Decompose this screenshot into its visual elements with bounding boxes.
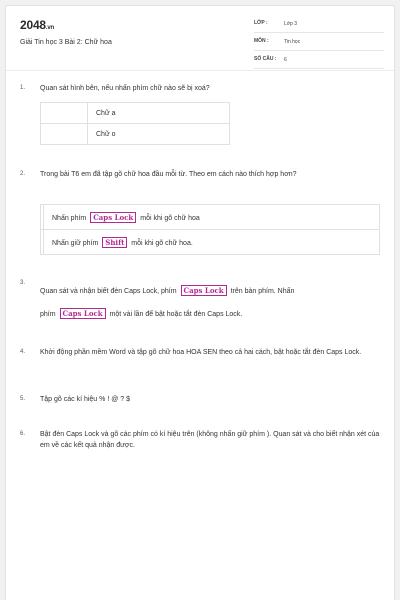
option-text: mỗi khi gõ chữ hoa. [131,239,193,247]
text-segment: một vài lần để bật hoặc tắt đèn Caps Lock. [109,311,243,318]
answer-marker-cell[interactable] [41,103,88,124]
table-row [41,124,230,145]
caps-lock-key-icon: Caps Lock [60,308,106,319]
text-segment: Quan sát và nhận biết đèn Caps Lock, phím [40,288,177,295]
page-title: Giải Tin học 3 Bài 2: Chữ hoa [20,39,112,46]
table-row [41,205,380,230]
answer-table-q1 [40,102,230,145]
site-logo[interactable] [20,18,54,32]
logo-suffix: .vn [45,25,54,31]
option-text: Nhấn giữ phím [52,239,99,247]
caps-lock-key-icon: Caps Lock [90,212,136,223]
text-segment: trên bàn phím. Nhấn [230,288,295,295]
question-number: 1. [20,85,26,91]
meta-value: Lớp 3 [284,21,298,27]
answer-marker-cell[interactable] [41,124,88,145]
answer-option[interactable] [44,230,380,255]
meta-value: 6 [284,57,287,63]
meta-row-count [254,54,384,69]
option-text: mỗi khi gõ chữ hoa [140,214,200,222]
document-sheet [5,5,395,600]
question-text: Quan sát hình bên, nếu nhấn phím chữ nào sẽ bị xoá? [40,85,210,92]
question-number: 6. [20,431,26,437]
text-line [40,280,385,303]
question-number: 4. [20,349,26,355]
document-header [6,6,394,71]
table-row [41,103,230,124]
question-number: 3. [20,280,26,286]
question-text [40,280,385,326]
answer-option[interactable]: Chữ a [88,103,230,124]
question-number: 5. [20,396,26,402]
question-text: Tập gõ các kí hiệu % ! @ ? $ [40,396,130,403]
caps-lock-key-icon: Caps Lock [181,285,227,296]
answer-option[interactable]: Chữ o [88,124,230,145]
meta-label: SỐ CÂU : [254,56,277,62]
text-line [40,303,385,326]
text-segment: phím [40,311,56,318]
meta-label: MÔN : [254,38,269,44]
answer-table-q2 [40,204,380,255]
meta-label: LỚP : [254,20,268,26]
option-text: Nhấn phím [52,214,87,222]
question-text: Bật đèn Caps Lock và gõ các phím có kí hiệu trên (không nhấn giữ phím ). Quan sát và cho biết nhận xét của em về các kết quả nhận được. [40,431,380,449]
document-meta [254,18,384,72]
answer-option[interactable] [44,205,380,230]
logo-main: 2048 [20,18,46,32]
question-text: Khởi động phần mềm Word và tập gõ chữ hoa HOA SEN theo cả hai cách, bật hoặc tắt đèn Caps Lock. [40,349,362,356]
meta-row-class [254,18,384,33]
meta-value: Tin học [284,39,301,45]
shift-key-icon: Shift [102,237,127,248]
question-number: 2. [20,171,26,177]
table-row [41,230,380,255]
meta-row-subject [254,36,384,51]
question-text: Trong bài T6 em đã tập gõ chữ hoa đầu mỗi từ. Theo em cách nào thích hợp hơn? [40,171,297,178]
